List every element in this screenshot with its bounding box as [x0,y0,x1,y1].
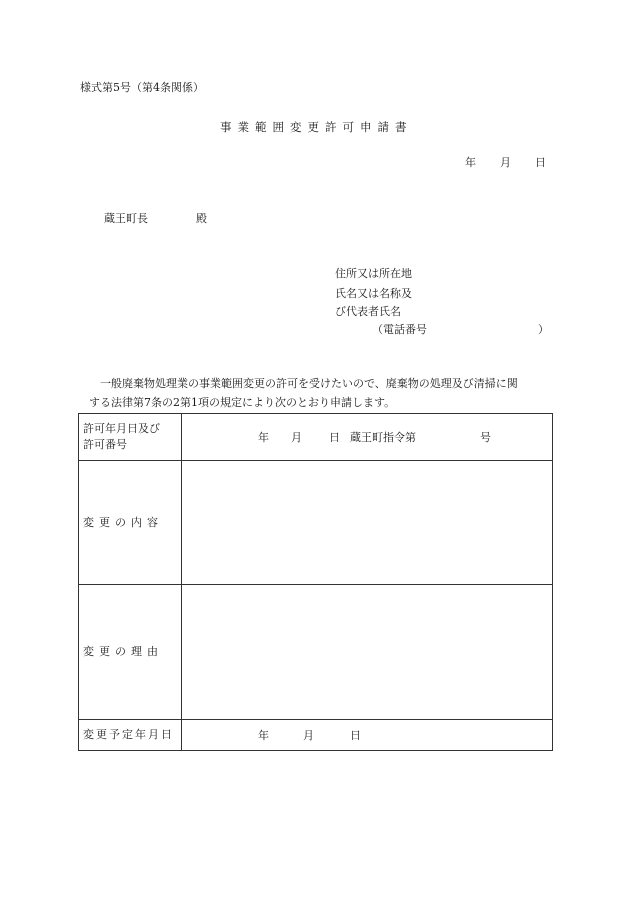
schedule-year-label: 年 [258,729,269,742]
permit-label-line1: 許可年月日及び [83,422,160,436]
addressee-name: 蔵王町長 [104,212,148,225]
table-row-reason [79,585,553,720]
permit-value-cell[interactable] [182,414,553,461]
table-row-schedule [79,720,553,751]
name-label-line1: 氏名又は名称及 [335,287,412,300]
phone-close: ） [538,323,549,336]
body-text-line2: する法律第7条の2第1項の規定により次のとおり申請します。 [89,396,396,409]
change-reason-label: 変更の理由 [79,585,182,720]
date-year-label: 年 [465,156,476,169]
permit-year-label: 年 [258,431,269,444]
permit-day-label: 日 [329,431,340,444]
permit-town-label: 蔵王町指令第 [350,431,416,444]
address-label: 住所又は所在地 [335,267,412,280]
schedule-day-label: 日 [350,729,361,742]
permit-month-label: 月 [291,431,302,444]
document-title: 事業範囲変更許可申請書 [220,120,413,134]
body-text-line1: 一般廃棄物処理業の事業範囲変更の許可を受けたいので、廃棄物の処理及び清掃に関 [100,377,518,390]
phone-label: （電話番号 [372,323,427,336]
schedule-date-field[interactable] [182,720,553,751]
permit-number-suffix: 号 [480,431,491,444]
form-number: 様式第5号（第4条関係） [80,81,204,94]
addressee-honorific: 殿 [196,212,207,225]
permit-label-line2: 許可番号 [83,438,127,451]
name-label-line2: び代表者氏名 [335,305,401,318]
table-row-content [79,461,553,585]
permit-label-cell [79,414,182,461]
schedule-month-label: 月 [303,729,314,742]
change-content-label: 変更の内容 [79,461,182,585]
date-day-label: 日 [535,156,546,169]
application-table [78,413,553,751]
change-content-field[interactable] [182,461,553,585]
schedule-date-label: 変更予定年月日 [79,720,182,751]
change-reason-field[interactable] [182,585,553,720]
table-row-permit [79,414,553,461]
date-month-label: 月 [500,156,511,169]
